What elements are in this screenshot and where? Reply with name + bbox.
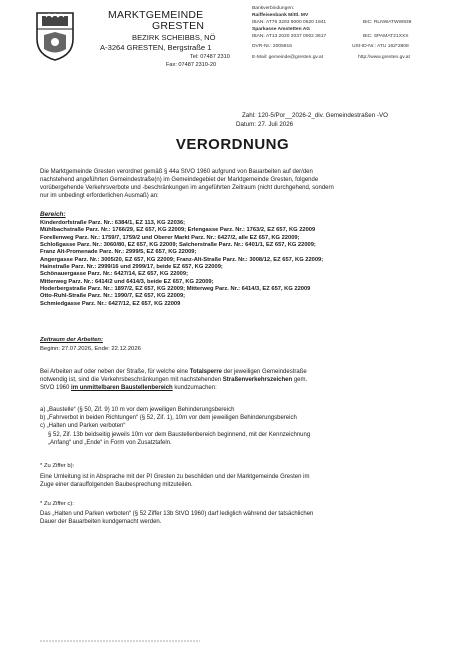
dvr-number: DVR-Nr.: 2005816: [252, 44, 292, 49]
datum-value: 27. Juli 2026: [258, 121, 294, 128]
zu-b-label: * Zu Ziffer b):: [40, 463, 75, 469]
uid-number: USt-ID-Nr.: ATU 162*2808: [352, 44, 409, 49]
list-item: Franz Alt-Promenade Parz. Nr.: 2999/5, EZ 657, KG 22009;: [40, 249, 197, 256]
measures-intro: [40, 368, 430, 392]
list-item: Kinderdorfstraße Parz. Nr.: 6384/1, EZ 113, KG 22036;: [40, 220, 186, 226]
list-item: Angergasse Parz. Nr.: 3005/20, EZ 657, KG 22009; Franz-Alt-Straße Parz. Nr.: 3008/12, EZ 657, KG 22009;: [40, 256, 324, 263]
page-footer-mark: [40, 639, 200, 644]
list-item: Schönauergasse Parz. Nr.: 6427/14, EZ 657, KG 22009;: [40, 271, 188, 278]
intro-line: nachstehend angeführten Gemeindestraße(n) im Gemeindegebiet der Marktgemeinde Gresten, folgende: [40, 177, 319, 184]
list-item: Otto-Ruhl-Straße Parz. Nr.: 1990/7, EZ 657, KG 22009;: [40, 293, 186, 300]
bank1-bic: BIC: RLNWATWW939: [363, 20, 412, 25]
text-run: Bei Arbeiten auf oder neben der Straße, für welche eine: [40, 369, 190, 375]
text-run: gem.: [292, 377, 308, 384]
list-item: b) „Fahrverbot in beiden Richtungen“ (§ 52, Zif. 1), 10m vor dem jeweiligen Behinderungsbereich: [40, 415, 297, 422]
list-item: Forellenweg Parz. Nr.: 1759/7, 1759/2 und Oberer Markt Parz. Nr.: 6427/2, alle EZ 657, KG 22009;: [40, 234, 300, 241]
municipality-name: GRESTEN: [152, 20, 205, 32]
list-item: § 52, Zif. 13b beidseitig jeweils 10m vor dem Baustellenbereich beginnend, mit der Kennzeichnung: [48, 431, 311, 438]
intro-line: Die Marktgemeinde Gresten verordnet gemäß § 44a StVO 1960 aufgrund von Bauarbeiten auf der/den: [40, 169, 313, 175]
website-link[interactable]: http://www.gresten.gv.at: [358, 55, 410, 60]
emphasis-text: im unmittelbaren Baustellenbereich: [71, 385, 173, 392]
email-link[interactable]: E-Mail: gemeinde@gresten.gv.at: [252, 55, 323, 60]
zahl-label: Zahl:: [242, 112, 256, 119]
zeitraum-label: Zeitraum der Arbeiten:: [40, 337, 103, 343]
bank1-iban: IBAN: AT76 3293 9000 0620 1941: [252, 20, 327, 25]
list-item: Hainstraße Parz. Nr.: 2999/16 und 2999/17, beide EZ 657, KG 22009;: [40, 264, 223, 271]
paragraph-line: Eine Umleitung ist in Absprache mit der PI Gresten zu beschilden und der Marktgemeinde Gresten im: [40, 474, 310, 480]
zu-c-paragraph: [40, 510, 430, 526]
list-item: Mühlbachstraße Parz. Nr.: 1766/29, EZ 657, KG 22009; Erlengasse Parz. Nr.: 1763/2, EZ 657, KG 22009: [40, 227, 316, 234]
text-run: kundzumachen:: [172, 385, 217, 392]
zeitraum-value: Beginn: 27.07.2026, Ende: 22.12.2026: [40, 346, 141, 352]
list-item: a) „Baustelle“ (§ 50, Zif. 9) 10 m vor dem jeweiligen Behinderungsbereich: [40, 407, 235, 413]
zu-c-label: * Zu Ziffer c):: [40, 501, 74, 507]
list-item: Mitterweg Parz. Nr.: 6414/2 und 6414/3, beide EZ 657, KG 22009;: [40, 278, 214, 285]
emphasis-text: Totalsperre: [189, 369, 222, 375]
bank2-bic: BIC: SPAMAT21XXX: [363, 34, 409, 39]
municipality-label: MARKTGEMEINDE: [108, 9, 204, 21]
list-item: Hoderbergstraße Parz. Nr.: 1897/2, EZ 657, KG 22009; Mitterweg Parz. Nr.: 6414/3, EZ 657, KG 22009: [40, 286, 311, 293]
list-item: Schloßgasse Parz. Nr.: 3060/80, EZ 657, KG 22009; Salcherstraße Parz. Nr.: 6401/1, EZ 657, KG 22009;: [40, 242, 316, 249]
phone-text: Tel: 07487 2310: [190, 54, 230, 60]
bank2-iban: IBAN: AT13 2020 2037 0002 3617: [252, 34, 327, 39]
zahl-value: 120-5/Por__2026-2_div. Gemeindestraßen -VO: [258, 112, 388, 119]
paragraph-line: Das „Halten und Parken verboten“ (§ 52 Ziffer 13b StVO 1960) darf lediglich während der tatsächlichen: [40, 511, 314, 517]
text-run: notwendig ist, sind die Verkehrsbeschränkungen mit nachstehenden: [40, 377, 223, 384]
document-title: VERORDNUNG: [175, 136, 290, 153]
list-item: „Anfang“ und „Ende“ in Form von Zusatztafeln.: [48, 439, 172, 446]
bank1-name: Raiffeisenbank Mittl. MV: [252, 13, 309, 18]
municipal-crest-logo: [34, 9, 76, 61]
bank2-name: Sparkasse Amstetten AG: [252, 27, 311, 32]
intro-paragraph: [40, 168, 430, 200]
zu-b-paragraph: [40, 473, 430, 489]
address-text: A-3264 GRESTEN, Bergstraße 1: [100, 43, 212, 52]
bank-heading: Bankverbindungen:: [252, 6, 295, 11]
text-run: StVO 1960: [40, 385, 72, 392]
bereich-label: Bereich:: [40, 211, 66, 218]
paragraph-line: Dauer der Bauarbeiten kundgemacht werden.: [40, 519, 162, 526]
list-item: Schmiedgasse Parz. Nr.: 6427/12, EZ 657, KG 22009: [40, 300, 181, 307]
measures-list: [40, 406, 430, 447]
district-text: BEZIRK SCHEIBBS, NÖ: [132, 33, 216, 42]
intro-line: nur im unbedingt erforderlichen Ausmaß) an:: [40, 193, 159, 200]
datum-label: Datum:: [236, 121, 256, 128]
emphasis-text: Straßenverkehrszeichen: [222, 377, 293, 384]
intro-line: vorübergehende Verkehrsverbote und -beschränkungen im angeführten Zeitraum (nicht durchgehend, sondern: [40, 185, 334, 192]
fax-text: Fax: 07487 2310-20: [166, 62, 217, 68]
text-run: der jeweiligen Gemeindestraße: [222, 369, 307, 375]
paragraph-line: Zuge einer darauffolgenden Baubesprechung mitzuteilen.: [40, 482, 193, 489]
list-item: c) „Halten und Parken verboten“: [40, 423, 126, 430]
bereich-list: [40, 220, 323, 308]
